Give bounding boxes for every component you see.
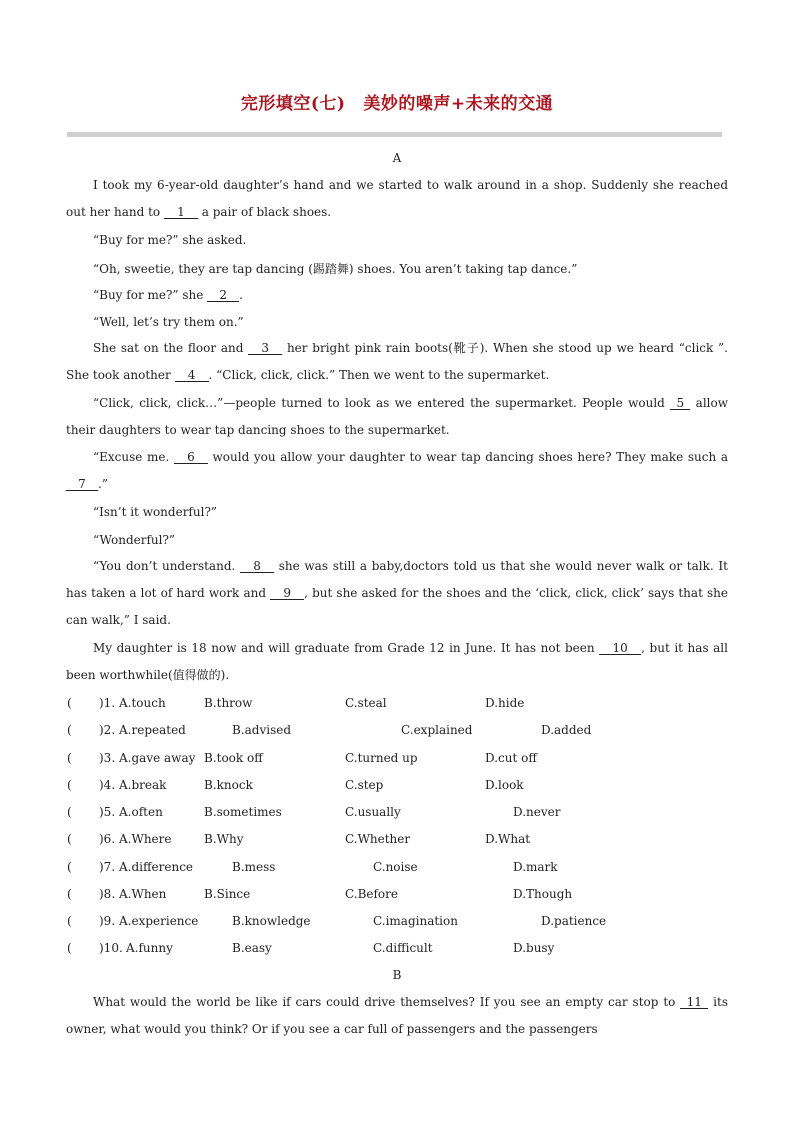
option-c: C.step [345, 778, 384, 792]
page-title [0, 89, 794, 114]
question-number: )7. [99, 860, 116, 874]
option-b: B.advised [232, 723, 292, 737]
question-row [0, 696, 794, 716]
blank-11: 11 [680, 996, 708, 1009]
option-d: D.What [485, 832, 531, 846]
answer-paren: ( [67, 805, 72, 819]
question-number: )1. [99, 696, 116, 710]
option-c: C.turned up [345, 751, 418, 765]
question-number: )9. [99, 914, 116, 928]
option-c: C.explained [401, 723, 473, 737]
section-a-heading: A [392, 151, 402, 165]
blank-4: 4 [175, 369, 209, 382]
answer-paren: ( [67, 941, 72, 955]
option-b: B.sometimes [204, 805, 282, 819]
question-row [0, 723, 794, 743]
option-a: A.experience [119, 914, 199, 928]
option-b: B.knock [204, 778, 253, 792]
option-d: D.Though [513, 887, 573, 901]
answer-paren: ( [67, 914, 72, 928]
paragraph-12: My daughter is 18 now and will graduate from Grade 12 in June. It has not been 10 , but it has all been worthwhile(值得做的). [66, 641, 728, 683]
option-a: A.repeated [119, 723, 186, 737]
dialog-line-4: “Buy for me?” she 2 . [93, 288, 243, 302]
answer-paren: ( [67, 832, 72, 846]
option-c: C.usually [345, 805, 401, 819]
question-number: )5. [99, 805, 116, 819]
paragraph-1: I took my 6-year-old daughter’s hand and we started to walk around in a shop. Suddenly she reached out her hand to 1 a pair of black shoes. [66, 178, 728, 220]
title-sub: 美妙的噪声+未来的交通 [363, 94, 554, 114]
dialog-line-2: “Buy for me?” she asked. [93, 233, 247, 247]
answer-paren: ( [67, 751, 72, 765]
option-d: D.cut off [485, 751, 537, 765]
question-row [0, 751, 794, 771]
blank-9: 9 [270, 587, 304, 600]
answer-paren: ( [67, 696, 72, 710]
dialog-line-10: “Wonderful?” [93, 533, 176, 547]
title-divider [67, 132, 722, 137]
question-number: )3. [99, 751, 116, 765]
blank-5: 5 [670, 397, 690, 410]
question-row [0, 778, 794, 798]
option-b: B.Since [204, 887, 251, 901]
option-d: D.look [485, 778, 524, 792]
option-b: B.knowledge [232, 914, 311, 928]
dialog-line-5: “Well, let’s try them on.” [93, 315, 244, 329]
blank-7: 7 [66, 478, 98, 491]
option-c: C.imagination [373, 914, 458, 928]
paragraph-11: “You don’t understand. 8 she was still a baby,doctors told us that she would never walk or talk. It has taken a lot of hard work and 9 , but she asked for the shoes and the ‘click, click, click’ says that she can walk,” I said. [66, 559, 728, 628]
question-row [0, 887, 794, 907]
option-d: D.never [513, 805, 561, 819]
blank-1: 1 [164, 206, 198, 219]
option-a: A.break [119, 778, 167, 792]
blank-10: 10 [599, 642, 641, 655]
dialog-line-9: “Isn’t it wonderful?” [93, 505, 218, 519]
option-d: D.patience [541, 914, 607, 928]
option-c: C.steal [345, 696, 387, 710]
option-a: A.often [119, 805, 163, 819]
option-c: C.noise [373, 860, 418, 874]
option-a: A.difference [119, 860, 194, 874]
blank-8: 8 [240, 560, 274, 573]
question-number: )6. [99, 832, 116, 846]
option-b: B.easy [232, 941, 272, 955]
option-d: D.mark [513, 860, 558, 874]
option-a: A.When [119, 887, 167, 901]
option-a: A.Where [119, 832, 172, 846]
option-a: A.funny [126, 941, 173, 955]
option-a: A.gave away [119, 751, 196, 765]
question-number: )4. [99, 778, 116, 792]
answer-paren: ( [67, 778, 72, 792]
option-d: D.added [541, 723, 592, 737]
option-c: C.Before [345, 887, 398, 901]
paragraph-b-1: What would the world be like if cars could drive themselves? If you see an empty car stop to 11 its owner, what would you think? Or if you see a car full of passengers and the passengers [66, 995, 728, 1037]
option-d: D.busy [513, 941, 555, 955]
answer-paren: ( [67, 887, 72, 901]
answer-paren: ( [67, 860, 72, 874]
blank-2: 2 [207, 289, 239, 302]
option-b: B.mess [232, 860, 276, 874]
option-b: B.throw [204, 696, 253, 710]
title-main: 完形填空(七) [240, 94, 346, 114]
section-b-heading: B [392, 968, 402, 982]
dialog-line-3: “Oh, sweetie, they are tap dancing (踢踏舞) shoes. You aren’t taking tap dance.” [93, 262, 578, 276]
option-a: A.touch [119, 696, 166, 710]
paragraph-7: “Click, click, click…”—people turned to look as we entered the supermarket. People would 5 allow their daughters to wear tap dancing shoes to the supermarket. [66, 396, 728, 438]
question-number: )10. [99, 941, 123, 955]
question-row [0, 941, 794, 961]
blank-3: 3 [248, 342, 282, 355]
blank-6: 6 [174, 451, 208, 464]
answer-paren: ( [67, 723, 72, 737]
paragraph-6: She sat on the floor and 3 her bright pink rain boots(靴子). When she stood up we heard “click ”. She took another 4 . “Click, click, click.” Then we went to the supermarket. [66, 341, 728, 383]
option-b: B.took off [204, 751, 263, 765]
question-row [0, 832, 794, 852]
question-number: )2. [99, 723, 116, 737]
option-c: C.Whether [345, 832, 411, 846]
question-number: )8. [99, 887, 116, 901]
option-b: B.Why [204, 832, 244, 846]
paragraph-8: “Excuse me. 6 would you allow your daughter to wear tap dancing shoes here? They make such a 7 .” [66, 444, 728, 498]
question-row [0, 805, 794, 825]
option-d: D.hide [485, 696, 525, 710]
question-row [0, 914, 794, 934]
option-c: C.difficult [373, 941, 433, 955]
question-row [0, 860, 794, 880]
